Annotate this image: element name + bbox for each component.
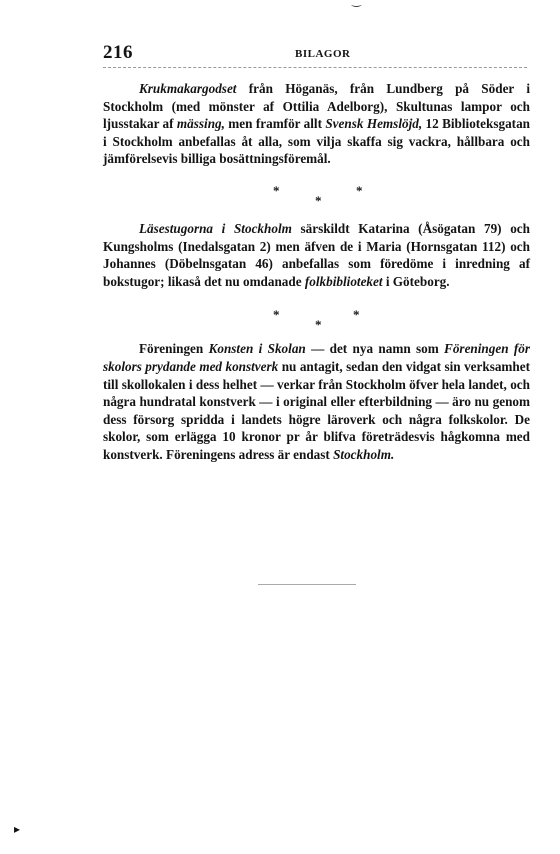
asterisk: * — [273, 182, 280, 198]
emphasis-term: folkbiblioteket — [304, 273, 383, 289]
emphasis-term: Föreningen för skolors prydande med konstverk — [103, 341, 530, 374]
paragraph-text: i Göteborg. — [382, 273, 450, 289]
emphasis-term: Svensk Hemslöjd, — [325, 116, 423, 132]
closing-rule — [258, 584, 356, 585]
page-body — [103, 80, 530, 464]
paragraph-text: Föreningen — [139, 341, 209, 357]
emphasis-term: mässing, — [176, 116, 225, 132]
paragraph-foreningen — [103, 340, 530, 463]
paragraph-text: men framför allt — [224, 116, 326, 132]
asterisk: * — [353, 307, 360, 323]
corner-mark-icon: ▸ — [14, 822, 21, 836]
asterisk: * — [315, 192, 322, 208]
paragraph-text: — det nya namn som — [305, 341, 445, 357]
paragraph-text: från Höganäs, från Lundberg på Söder i Stockholm (med mönster af Ottilia Adelborg), Skultunas lampor och ljusstakar af — [103, 81, 530, 132]
paragraph-text: 12 Biblioteksgatan i Stockholm anbefallas åt alla, som vilja skaffa sig vackra, hållbara och jämförelsevis billiga bosättningsföremål. — [103, 116, 531, 167]
header-rule — [103, 67, 527, 69]
paragraph-text: nu antagit, sedan den vidgat sin verksamhet till skollokalen i dess helhet — verkar från Stockholm öfver hela landet, och några hundratal konstverk — i original eller efterbildning — äro nu genom dess försorg spridda i landets högre läroverk och några folkskolor. De skolor, som erlägga 10 kronor pr år blifva företrädesvis hågkomna med konstverk. Föreningens adress är endast — [103, 358, 530, 462]
asterisk: * — [315, 317, 322, 333]
page-header — [103, 42, 527, 68]
section-separator — [103, 290, 530, 340]
emphasis-term: Läsestugorna i Stockholm — [139, 220, 292, 236]
asterisk: * — [356, 182, 363, 198]
running-head: BILAGOR — [295, 48, 351, 60]
page-number: 216 — [103, 42, 133, 63]
paragraph-lasestugorna — [103, 220, 530, 290]
emphasis-term: Krukmakargodset — [139, 81, 237, 96]
top-edge-mark: ‿ — [352, 0, 361, 7]
paragraph-krukmakargodset — [103, 80, 530, 168]
section-separator — [103, 168, 530, 220]
asterisk: * — [273, 307, 280, 323]
paragraph-text: särskildt Katarina (Åsögatan 79) och Kungsholms (Inedalsgatan 2) men äfven de i Maria (Hornsgatan 112) och Johannes (Döbelnsgatan 46) anbefallas som föredöme i inredning af bokstugor; likaså det nu omdanade — [103, 220, 530, 289]
emphasis-term: Stockholm. — [333, 446, 395, 462]
emphasis-term: Konsten i Skolan — [208, 341, 306, 357]
